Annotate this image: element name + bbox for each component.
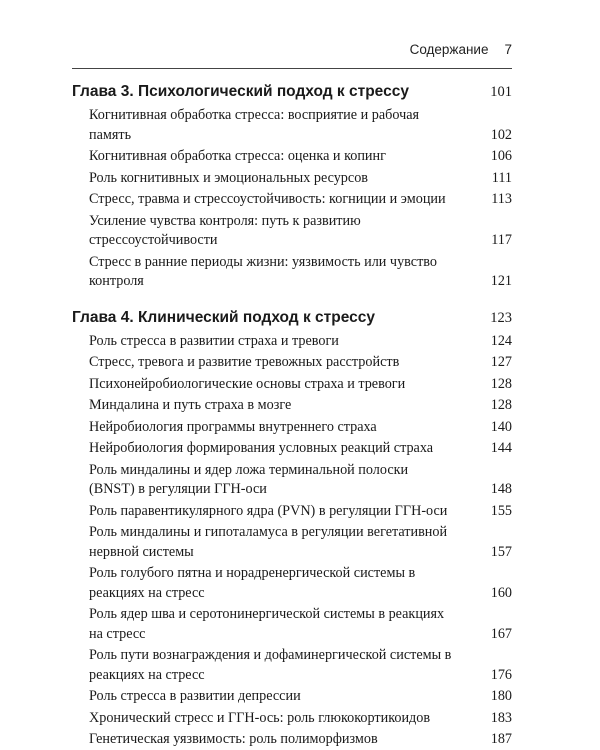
entry-title: Психонейробиологические основы страха и тревоги	[89, 375, 406, 392]
toc-entry	[72, 646, 512, 685]
toc-entry	[72, 730, 512, 750]
entry-title: Стресс, тревога и развитие тревожных расстройств	[89, 354, 400, 370]
entry-title: Усиление чувства контроля: путь к развитию стрессоустойчивости	[89, 212, 361, 248]
running-header	[410, 42, 512, 57]
header-page-number: 7	[504, 42, 512, 57]
entry-page: 148	[490, 481, 512, 497]
entry-page: 102	[490, 126, 512, 143]
toc-entry	[72, 523, 512, 562]
entry-page: 187	[490, 731, 512, 747]
toc-entry	[72, 169, 512, 189]
toc-entry	[72, 439, 512, 459]
entry-title: Роль стресса в развитии страха и тревоги	[89, 332, 339, 349]
entry-page: 106	[490, 148, 512, 164]
entry-title: Роль когнитивных и эмоциональных ресурсов	[89, 169, 368, 186]
toc-entry	[72, 605, 512, 644]
entry-page: 121	[490, 273, 512, 289]
toc-entry	[72, 709, 512, 729]
entry-page: 160	[490, 584, 512, 601]
toc-entry	[72, 564, 512, 603]
toc-entry	[72, 190, 512, 210]
entry-page: 155	[490, 502, 512, 519]
toc-entry	[72, 461, 512, 500]
toc-entry	[72, 332, 512, 352]
toc-entry	[72, 375, 512, 395]
entry-title: Роль миндалины и ядер ложа терминальной полоски (BNST) в регуляции ГГН-оси	[89, 461, 409, 497]
toc-entry	[72, 212, 512, 251]
entry-title: Роль стресса в развитии депрессии	[89, 688, 301, 704]
entry-page: 180	[490, 688, 512, 704]
chapter-page: 101	[490, 84, 512, 100]
entry-page: 157	[490, 543, 512, 560]
entry-title: Роль голубого пятна и норадренергической системы в реакциях на стресс	[89, 565, 416, 601]
toc-entry	[72, 502, 512, 522]
entry-page: 127	[490, 354, 512, 370]
header-rule	[72, 68, 512, 69]
entry-page: 140	[490, 418, 512, 435]
entry-title: Нейробиология формирования условных реакций страха	[89, 440, 434, 456]
entry-title: Генетическая уязвимость: роль полиморфизмов	[89, 731, 378, 747]
entry-title: Роль миндалины и гипоталамуса в регуляции вегетативной нервной системы	[89, 524, 448, 560]
entry-title: Роль паравентикулярного ядра (PVN) в регуляции ГГН-оси	[89, 502, 448, 519]
chapter-heading	[72, 80, 512, 104]
toc-entry	[72, 418, 512, 438]
entry-title: Роль ядер шва и серотонинергической системы в реакциях на стресс	[89, 606, 445, 642]
entry-title: Стресс, травма и стрессоустойчивость: когниции и эмоции	[89, 191, 446, 207]
entry-title: Стресс в ранние периоды жизни: уязвимость или чувство контроля	[89, 253, 437, 289]
entry-page: 183	[490, 709, 512, 726]
entry-title: Когнитивная обработка стресса: восприятие и рабочая память	[89, 107, 420, 143]
toc-entry	[72, 396, 512, 416]
entry-page: 128	[490, 375, 512, 392]
entry-page: 167	[490, 625, 512, 642]
entry-page: 111	[491, 169, 512, 186]
entry-title: Нейробиология программы внутреннего страха	[89, 418, 377, 435]
chapter-page: 123	[490, 309, 512, 326]
entry-page: 176	[490, 666, 512, 683]
entry-page: 113	[491, 191, 512, 207]
entry-page: 128	[490, 397, 512, 413]
entry-page: 117	[491, 232, 512, 248]
entry-title: Хронический стресс и ГГН-ось: роль глюкокортикоидов	[89, 709, 431, 726]
entry-title: Когнитивная обработка стресса: оценка и копинг	[89, 148, 386, 164]
entry-title: Миндалина и путь страха в мозге	[89, 397, 292, 413]
entry-title: Роль пути вознаграждения и дофаминергической системы в реакциях на стресс	[89, 647, 452, 683]
header-section-title: Содержание	[409, 42, 489, 57]
table-of-contents	[72, 80, 512, 750]
chapter-heading	[72, 306, 512, 330]
chapter-title: Глава 3. Психологический подход к стрессу	[72, 83, 409, 100]
toc-entry	[72, 147, 512, 167]
entry-page: 144	[490, 440, 512, 456]
toc-entry	[72, 106, 512, 145]
chapter-title: Глава 4. Клинический подход к стрессу	[72, 308, 375, 326]
entry-page: 124	[490, 332, 512, 349]
toc-entry	[72, 253, 512, 292]
toc-entry	[72, 353, 512, 373]
toc-entry	[72, 687, 512, 707]
